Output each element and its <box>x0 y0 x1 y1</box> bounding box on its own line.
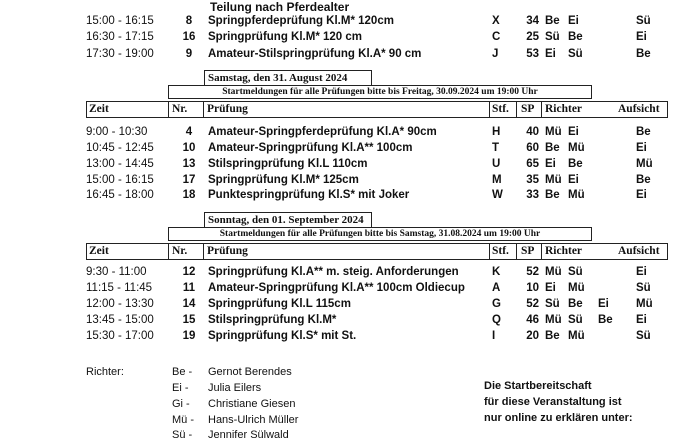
judge-cell: Ei <box>598 298 609 310</box>
judge-cell: Be <box>545 189 560 201</box>
table-row <box>0 15 700 31</box>
header-stf: Stf. <box>492 245 509 257</box>
header-aufsicht: Aufsicht <box>618 245 660 257</box>
time-cell: 9:00 - 10:30 <box>86 126 148 138</box>
notice-line: Die Startbereitschaft <box>484 380 592 392</box>
time-cell: 13:00 - 14:45 <box>86 158 154 170</box>
sp-cell: 34 <box>526 15 539 27</box>
judges-label: Richter: <box>86 366 124 378</box>
judge-cell: Ei <box>545 48 556 60</box>
header-nr: Nr. <box>172 245 188 257</box>
title-cell: Springprüfung Kl.S* mit St. <box>208 330 357 342</box>
nr-cell: 4 <box>185 126 193 138</box>
header-pruefung: Prüfung <box>207 103 248 115</box>
title-cell: Springprüfung Kl.M* 120 cm <box>208 31 362 43</box>
time-cell: 12:00 - 13:30 <box>86 298 154 310</box>
day-heading: Samstag, den 31. August 2024 <box>204 70 372 85</box>
nr-cell: 12 <box>182 266 196 278</box>
time-cell: 11:15 - 11:45 <box>86 282 153 294</box>
stf-cell: H <box>492 126 501 138</box>
judge-cell: Ei <box>568 174 579 186</box>
table-row <box>0 282 700 298</box>
title-cell: Stilspringprüfung Kl.L 110cm <box>208 158 368 170</box>
supervisor-cell: Ei <box>636 142 647 154</box>
judge-abbr: Ei - <box>172 382 189 394</box>
table-row <box>0 189 700 205</box>
supervisor-cell: Mü <box>636 158 653 170</box>
table-row <box>0 126 700 142</box>
table-row <box>0 174 700 190</box>
column-divider <box>516 244 517 259</box>
judge-cell: Mü <box>568 189 585 201</box>
nr-cell: 11 <box>182 282 196 294</box>
table-header <box>86 101 668 118</box>
judge-cell: Ei <box>545 282 556 294</box>
nr-cell: 13 <box>182 158 196 170</box>
time-cell: 16:45 - 18:00 <box>86 189 154 201</box>
time-cell: 16:30 - 17:15 <box>86 31 154 43</box>
time-cell: 10:45 - 12:45 <box>86 142 154 154</box>
nr-cell: 17 <box>182 174 196 186</box>
stf-cell: Q <box>492 314 501 326</box>
judge-cell: Mü <box>568 330 585 342</box>
title-cell: Springpferdeprüfung Kl.M* 120cm <box>208 15 394 27</box>
sp-cell: 33 <box>526 189 539 201</box>
judge-cell: Be <box>598 314 613 326</box>
column-divider <box>168 102 169 117</box>
time-cell: 15:00 - 16:15 <box>86 174 154 186</box>
judge-name: Jennifer Sülwald <box>208 429 289 441</box>
notice-line: für diese Veranstaltung ist <box>484 396 622 408</box>
stf-cell: T <box>492 142 500 154</box>
column-divider <box>203 102 204 117</box>
sp-cell: 40 <box>526 126 539 138</box>
judge-cell: Be <box>568 158 583 170</box>
sp-cell: 65 <box>526 158 539 170</box>
supervisor-cell: Be <box>636 174 651 186</box>
stf-cell: X <box>492 15 500 27</box>
header-zeit: Zeit <box>89 245 109 257</box>
judge-cell: Mü <box>545 314 562 326</box>
title-cell: Springprüfung Kl.M* 125cm <box>208 174 359 186</box>
judge-name: Christiane Giesen <box>208 398 296 410</box>
table-row <box>0 31 700 47</box>
column-divider <box>541 244 542 259</box>
supervisor-cell: Sü <box>636 330 651 342</box>
section-caption: Teilung nach Pferdealter <box>210 0 350 14</box>
judge-cell: Ei <box>545 158 556 170</box>
judge-cell: Be <box>568 31 583 43</box>
title-cell: Springprüfung Kl.A** m. steig. Anforderungen <box>208 266 459 278</box>
sp-cell: 52 <box>526 298 539 310</box>
title-cell: Springprüfung Kl.L 115cm <box>208 298 351 310</box>
entry-deadline-note: Startmeldungen für alle Prüfungen bitte bis Samstag, 31.08.2024 um 19:00 Uhr <box>168 227 592 241</box>
nr-cell: 10 <box>182 142 196 154</box>
notice-line: nur online zu erklären unter: <box>484 412 633 424</box>
header-sp: SP <box>521 245 535 257</box>
judge-cell: Sü <box>545 298 560 310</box>
judge-name: Gernot Berendes <box>208 366 292 378</box>
supervisor-cell: Sü <box>636 15 651 27</box>
judge-name: Julia Eilers <box>208 382 262 394</box>
judge-cell: Ei <box>568 15 579 27</box>
title-cell: Stilspringprüfung Kl.M* <box>208 314 337 326</box>
judge-cell: Be <box>568 298 583 310</box>
judge-name: Hans-Ulrich Müller <box>208 414 299 426</box>
judge-cell: Mü <box>545 126 562 138</box>
judge-cell: Mü <box>545 174 562 186</box>
judge-cell: Mü <box>568 282 585 294</box>
table-row <box>0 298 700 314</box>
stf-cell: U <box>492 158 501 170</box>
sp-cell: 60 <box>526 142 539 154</box>
supervisor-cell: Sü <box>636 282 651 294</box>
title-cell: Amateur-Springpferdeprüfung Kl.A* 90cm <box>208 126 437 138</box>
time-cell: 17:30 - 19:00 <box>86 48 154 60</box>
nr-cell: 14 <box>182 298 196 310</box>
judge-cell: Be <box>545 142 560 154</box>
supervisor-cell: Ei <box>636 189 647 201</box>
title-cell: Amateur-Springprüfung Kl.A** 100cm Oldiecup <box>208 282 465 294</box>
supervisor-cell: Ei <box>636 31 647 43</box>
stf-cell: K <box>492 266 501 278</box>
header-nr: Nr. <box>172 103 188 115</box>
nr-cell: 8 <box>185 15 193 27</box>
sp-cell: 52 <box>526 266 539 278</box>
time-cell: 15:00 - 16:15 <box>86 15 154 27</box>
stf-cell: W <box>492 189 503 201</box>
judge-cell: Be <box>545 15 560 27</box>
judge-abbr: Sü - <box>172 429 193 441</box>
stf-cell: I <box>492 330 496 342</box>
header-stf: Stf. <box>492 103 509 115</box>
judge-cell: Mü <box>568 142 585 154</box>
column-divider <box>516 102 517 117</box>
table-row <box>0 48 700 64</box>
sp-cell: 25 <box>526 31 539 43</box>
supervisor-cell: Ei <box>636 314 647 326</box>
sp-cell: 10 <box>526 282 539 294</box>
judge-cell: Sü <box>545 31 560 43</box>
sp-cell: 46 <box>526 314 539 326</box>
sp-cell: 35 <box>526 174 539 186</box>
judge-abbr: Gi - <box>172 398 190 410</box>
stf-cell: G <box>492 298 501 310</box>
header-aufsicht: Aufsicht <box>618 103 660 115</box>
supervisor-cell: Be <box>636 126 651 138</box>
stf-cell: C <box>492 31 501 43</box>
column-divider <box>489 102 490 117</box>
sp-cell: 53 <box>526 48 539 60</box>
table-row <box>0 330 700 346</box>
time-cell: 15:30 - 17:00 <box>86 330 154 342</box>
header-richter: Richter <box>545 103 583 115</box>
nr-cell: 18 <box>182 189 196 201</box>
sp-cell: 20 <box>526 330 539 342</box>
header-zeit: Zeit <box>89 103 109 115</box>
table-row <box>0 266 700 282</box>
column-divider <box>489 244 490 259</box>
table-row <box>0 142 700 158</box>
header-richter: Richter <box>545 245 583 257</box>
supervisor-cell: Be <box>636 48 651 60</box>
judge-cell: Sü <box>568 48 583 60</box>
judge-cell: Ei <box>568 126 579 138</box>
supervisor-cell: Mü <box>636 298 653 310</box>
column-divider <box>541 102 542 117</box>
table-row <box>0 158 700 174</box>
judge-cell: Sü <box>568 314 583 326</box>
nr-cell: 15 <box>182 314 196 326</box>
table-row <box>0 314 700 330</box>
judge-abbr: Be - <box>172 366 193 378</box>
supervisor-cell: Ei <box>636 266 647 278</box>
judge-cell: Sü <box>568 266 583 278</box>
judge-abbr: Mü - <box>172 414 194 426</box>
time-cell: 13:45 - 15:00 <box>86 314 154 326</box>
stf-cell: M <box>492 174 502 186</box>
header-pruefung: Prüfung <box>207 245 248 257</box>
day-heading: Sonntag, den 01. September 2024 <box>204 212 372 227</box>
judge-cell: Mü <box>545 266 562 278</box>
title-cell: Punktespringprüfung Kl.S* mit Joker <box>208 189 410 201</box>
entry-deadline-note: Startmeldungen für alle Prüfungen bitte bis Freitag, 30.09.2024 um 19:00 Uhr <box>168 85 592 99</box>
stf-cell: A <box>492 282 501 294</box>
table-header <box>86 243 668 260</box>
column-divider <box>203 244 204 259</box>
judge-cell: Be <box>545 330 560 342</box>
nr-cell: 19 <box>182 330 196 342</box>
column-divider <box>168 244 169 259</box>
title-cell: Amateur-Stilspringprüfung Kl.A* 90 cm <box>208 48 422 60</box>
title-cell: Amateur-Springprüfung Kl.A** 100cm <box>208 142 413 154</box>
time-cell: 9:30 - 11:00 <box>86 266 147 278</box>
nr-cell: 9 <box>185 48 193 60</box>
nr-cell: 16 <box>182 31 196 43</box>
header-sp: SP <box>521 103 535 115</box>
stf-cell: J <box>492 48 499 60</box>
